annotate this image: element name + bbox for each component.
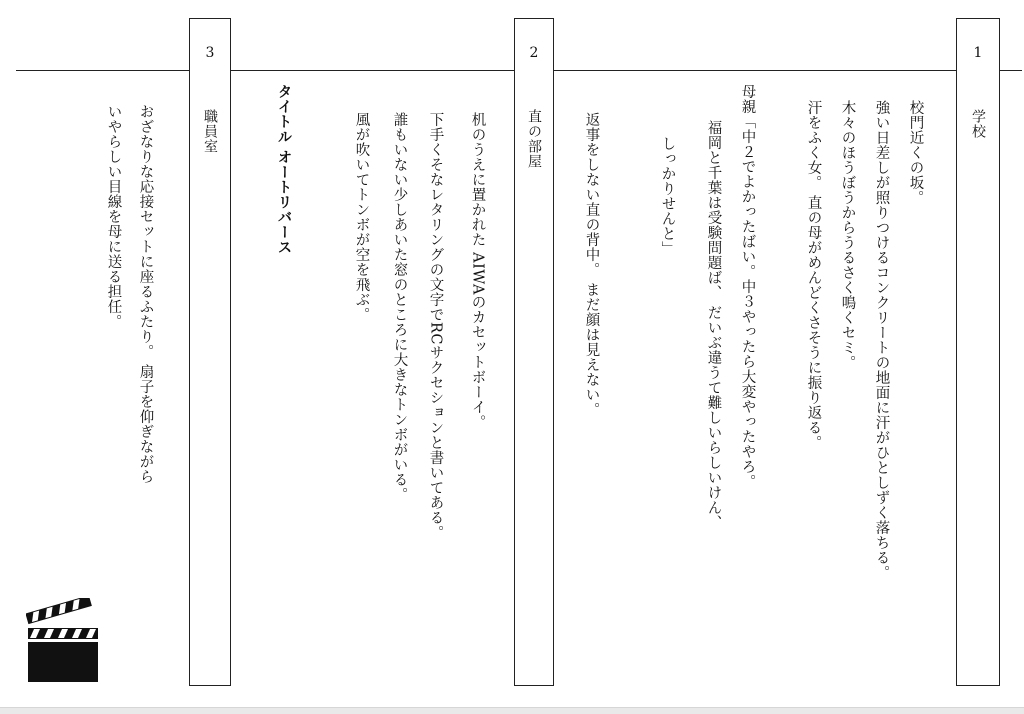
scene-1-number: 1 <box>973 45 983 61</box>
clapperboard-icon <box>26 598 102 684</box>
scene-2-title-card: タイトル オートリバース <box>275 84 292 255</box>
scene-2-heading: 直の部屋 <box>526 109 542 169</box>
scene-1-heading: 学校 <box>970 109 986 139</box>
scene-2-line-4: 誰もいない少しあいた窓のところに大きなトンボがいる。 <box>391 112 408 502</box>
scene-1-line-3: 木々のほうぼうからうるさく鳴くセミ。 <box>839 100 856 370</box>
scene-1-line-7: しっかりせんと」 <box>659 136 676 256</box>
scene-3-line-2: いやらしい目線を母に送る担任。 <box>105 104 122 329</box>
scene-2-number: 2 <box>529 45 539 61</box>
scene-2-line-1: 返事をしない直の背中。 まだ顔は見えない。 <box>583 112 600 418</box>
scene-1-line-2: 強い日差しが照りつけるコンクリートの地面に汗がひとしずく落ちる。 <box>873 100 890 580</box>
scene-3-number: 3 <box>205 45 215 61</box>
scene-1-line-6: 福岡と千葉は受験問題ば、 だいぶ違うて難しいらしいけん、 <box>705 120 722 531</box>
scene-1-line-4: 汗をふく女。 直の母がめんどくさそうに振り返る。 <box>805 100 822 451</box>
scene-3-heading: 職員室 <box>202 109 218 154</box>
scene-1-column <box>956 18 1000 686</box>
scene-3-column <box>189 18 231 686</box>
scene-1-line-1: 校門近くの坂。 <box>907 100 924 205</box>
scene-2-line-3: 下手くそなレタリングの文字でRCサクセションと書いてある。 <box>427 112 444 541</box>
scene-2-column <box>514 18 554 686</box>
scene-2-line-5: 風が吹いてトンボが空を飛ぶ。 <box>353 112 370 322</box>
scene-2-line-2: 机のうえに置かれた AIWAのカセットボーイ。 <box>469 112 486 430</box>
scene-1-line-5: 母親「中２でよかったばい。中３やったら大変やったやろ。 <box>739 84 756 489</box>
scene-3-line-1: おざなりな応接セットに座るふたり。 扇子を仰ぎながら <box>137 104 154 485</box>
